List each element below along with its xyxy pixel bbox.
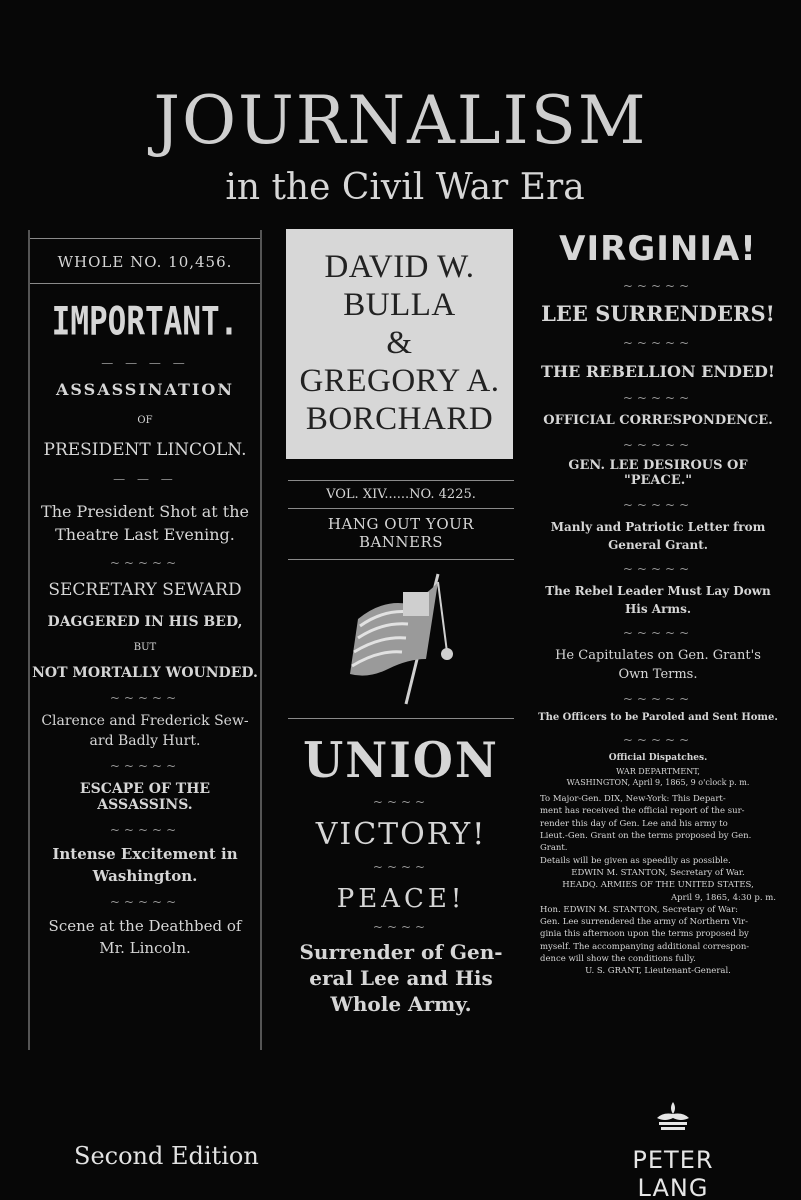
right-war-dept: WAR DEPARTMENT,: [616, 767, 700, 776]
middle-surrender-3: Whole Army.: [330, 992, 472, 1016]
right-manly-1: Manly and Patriotic Letter from: [550, 520, 766, 534]
left-shot-2: Theatre Last Evening.: [55, 525, 235, 544]
left-intense-2: Washington.: [92, 867, 198, 885]
right-rebel-1: The Rebel Leader Must Lay Down: [545, 584, 771, 598]
right-q3: myself. The accompanying additional correspon-: [540, 941, 750, 952]
left-president: PRESIDENT LINCOLN.: [43, 440, 247, 460]
right-rebellion: THE REBELLION ENDED!: [541, 362, 775, 381]
left-intense-1: Intense Excitement in: [52, 845, 238, 863]
middle-newspaper-column: [288, 476, 514, 1036]
flag-illustration: [288, 564, 514, 714]
publisher-name: PETER LANG: [632, 1146, 714, 1200]
left-not-mortally: NOT MORTALLY WOUNDED.: [32, 665, 258, 681]
right-divider-4: ~~~~~: [622, 438, 694, 452]
left-important: IMPORTANT.: [51, 299, 239, 345]
left-seward: SECRETARY SEWARD: [48, 580, 242, 600]
left-clarence-2: ard Badly Hurt.: [89, 733, 201, 749]
middle-victory: VICTORY!: [315, 817, 487, 852]
right-p2: render this day of Gen. Lee and his army to: [540, 818, 728, 829]
right-q2: ginia this afternoon upon the terms proposed by: [540, 929, 749, 940]
left-divider-6: ~~~~~: [109, 823, 181, 837]
right-q4: dence will show the conditions fully.: [540, 954, 696, 965]
right-to-dix: To Major-Gen. DIX, New-York: This Depart-: [540, 794, 726, 804]
right-lee: LEE SURRENDERS!: [541, 301, 775, 326]
left-clarence-1: Clarence and Frederick Sew-: [41, 713, 249, 729]
left-newspaper-column: [28, 230, 262, 1050]
publisher-logo-icon: [651, 1096, 695, 1140]
middle-divider-3: ~~~~: [372, 920, 430, 934]
right-newspaper-column: [534, 225, 782, 1055]
left-scene-2: Mr. Lincoln.: [99, 939, 191, 957]
left-whole-no: WHOLE NO. 10,456.: [57, 253, 233, 271]
author-line-3: &: [386, 325, 413, 362]
right-date-2: April 9, 1865, 4:30 p. m.: [670, 892, 776, 903]
right-divider-6: ~~~~~: [622, 562, 694, 576]
right-divider-3: ~~~~~: [622, 391, 694, 405]
right-p5: Details will be given as speedily as possible.: [540, 855, 731, 866]
right-officers: The Officers to be Paroled and Sent Home.: [538, 712, 778, 723]
author-line-5: BORCHARD: [305, 400, 494, 437]
right-official: OFFICIAL CORRESPONDENCE.: [543, 413, 773, 428]
right-p1: ment has received the official report of the sur-: [540, 806, 745, 817]
right-stanton-1: EDWIN M. STANTON, Secretary of War.: [571, 867, 745, 878]
author-box: [286, 229, 513, 459]
middle-peace: PEACE!: [336, 884, 466, 914]
middle-vol: VOL. XIV......NO. 4225.: [326, 487, 476, 502]
right-gen-lee: GEN. LEE DESIROUS OF "PEACE.": [568, 458, 748, 488]
right-hdqrs: HEADQ. ARMIES OF THE UNITED STATES,: [562, 880, 754, 891]
right-hon: Hon. EDWIN M. STANTON, Secretary of War:: [540, 904, 739, 915]
left-assassination: ASSASSINATION: [56, 380, 234, 399]
left-escape: ESCAPE OF THE ASSASSINS.: [79, 781, 211, 813]
left-shot-1: The President Shot at the: [41, 502, 249, 521]
publisher-block: [593, 1096, 753, 1200]
author-line-1: DAVID W.: [324, 249, 475, 286]
left-divider-4: ~~~~~: [109, 691, 181, 705]
middle-divider-1: ~~~~: [372, 795, 430, 809]
right-divider-5: ~~~~~: [622, 498, 694, 512]
book-title: JOURNALISM: [153, 82, 648, 159]
middle-surrender-1: Surrender of Gen-: [299, 940, 503, 964]
left-divider-7: ~~~~~: [109, 895, 181, 909]
right-capitulates-1: He Capitulates on Gen. Grant's: [555, 648, 761, 663]
right-virginia: VIRGINIA!: [559, 229, 757, 269]
left-scene-1: Scene at the Deathbed of: [48, 917, 242, 935]
left-daggered: DAGGERED IN HIS BED,: [47, 614, 243, 630]
middle-divider-2: ~~~~: [372, 860, 430, 874]
left-divider-1: — — — —: [101, 356, 189, 370]
right-divider-1: ~~~~~: [622, 279, 694, 293]
right-dispatches: Official Dispatches.: [608, 753, 708, 763]
left-divider-2: — — —: [113, 472, 177, 486]
right-rebel-2: His Arms.: [624, 602, 692, 616]
right-divider-9: ~~~~~: [622, 733, 694, 747]
author-line-2: BULLA: [343, 287, 456, 324]
right-dispatch-body: [534, 793, 782, 978]
right-divider-7: ~~~~~: [622, 626, 694, 640]
right-q1: Gen. Lee surrendered the army of Northern Vir-: [540, 917, 748, 928]
right-grant: U. S. GRANT, Lieutenant-General.: [585, 966, 731, 977]
book-subtitle: in the Civil War Era: [225, 167, 585, 208]
right-manly-2: General Grant.: [608, 538, 708, 552]
right-washington: WASHINGTON, April 9, 1865, 9 o'clock p. m.: [566, 778, 750, 787]
right-p3: Lieut.-Gen. Grant on the terms proposed by Gen.: [540, 830, 752, 841]
middle-banners: HANG OUT YOUR BANNERS: [327, 515, 475, 551]
right-p4: Grant.: [540, 843, 568, 854]
right-divider-2: ~~~~~: [622, 336, 694, 350]
left-divider-3: ~~~~~: [109, 556, 181, 570]
left-divider-5: ~~~~~: [109, 759, 181, 773]
author-line-4: GREGORY A.: [299, 362, 500, 399]
left-but: BUT: [133, 642, 157, 653]
edition-label: Second Edition: [74, 1142, 259, 1170]
middle-surrender-2: eral Lee and His: [309, 966, 493, 990]
right-capitulates-2: Own Terms.: [618, 667, 698, 682]
middle-union: UNION: [303, 731, 499, 789]
right-divider-8: ~~~~~: [622, 692, 694, 706]
left-of: OF: [137, 415, 153, 426]
